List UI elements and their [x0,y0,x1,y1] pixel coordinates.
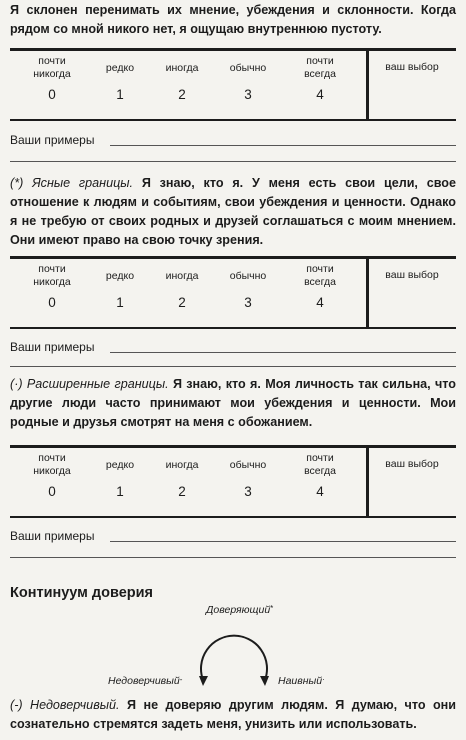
examples-row-2 [10,338,456,354]
scale-option-4[interactable] [290,259,350,310]
examples-label: Ваши примеры [10,133,95,147]
examples-label: Ваши примеры [10,529,95,543]
scale-number: 2 [178,484,186,499]
trust-continuum-heading: Континуум доверия [10,585,154,601]
scale-label-sometimes: иногда [165,458,199,471]
examples-input-line[interactable] [10,557,456,558]
examples-row-3 [10,527,456,543]
scale-number: 3 [244,484,252,499]
rating-scale-1 [10,48,456,121]
arrow-right-icon [260,676,269,686]
scale-number: 1 [116,295,124,310]
scale-label-almost-never: почти никогда [33,263,71,288]
distrustful-paragraph [10,696,456,734]
scale-option-2[interactable] [152,51,212,102]
your-choice-field[interactable]: ваш выбор [385,458,439,470]
trust-label-naive: Наивный· [278,675,325,687]
scale-number: 1 [116,87,124,102]
scale-label-almost-always: почти всегда [304,452,336,477]
scale-label-almost-never: почти никогда [33,55,71,80]
scale-number: 4 [316,295,324,310]
scale-label-rarely: редко [105,458,135,471]
scale-number: 0 [48,295,56,310]
clear-boundaries-body: Я знаю, кто я. У меня есть свои цели, свое отношение к людям и событиям, свои убеждения и ценности. Однако я не требую от своих родных и друзей соглашаться с моим мнением. Они имеют право на свою точку зрения. [10,176,456,247]
scale-label-usually: обычно [229,61,267,74]
scale-label-sometimes: иногда [165,61,199,74]
examples-row-1 [10,131,456,147]
scale-option-0[interactable] [22,51,82,102]
scale-label-rarely: редко [105,269,135,282]
arrow-left-icon [199,676,208,686]
scale-label-almost-never: почти никогда [33,452,71,477]
trust-label-distrustful: Недоверчивый- [108,675,183,687]
expanded-boundaries-paragraph [10,375,456,432]
examples-input-line[interactable] [110,145,456,146]
clear-boundaries-lead: (*) Ясные границы. [10,176,134,190]
examples-label: Ваши примеры [10,340,95,354]
scale-option-1[interactable] [90,259,150,310]
scale-option-3[interactable] [218,448,278,499]
scale-option-0[interactable] [22,448,82,499]
scale-divider [366,51,369,119]
scale-number: 0 [48,87,56,102]
examples-input-line[interactable] [10,161,456,162]
scale-label-almost-always: почти всегда [304,263,336,288]
scale-option-2[interactable] [152,259,212,310]
scale-number: 3 [244,295,252,310]
your-choice-field[interactable]: ваш выбор [385,61,439,73]
scale-number: 2 [178,87,186,102]
scale-number: 1 [116,484,124,499]
scale-option-1[interactable] [90,448,150,499]
examples-input-line[interactable] [110,541,456,542]
scale-option-3[interactable] [218,259,278,310]
scale-label-usually: обычно [229,458,267,471]
scale-option-2[interactable] [152,448,212,499]
scale-label-almost-always: почти всегда [304,55,336,80]
trust-arc [201,636,267,680]
scale-option-1[interactable] [90,51,150,102]
scale-number: 2 [178,295,186,310]
clear-boundaries-paragraph [10,174,456,250]
your-choice-field[interactable]: ваш выбор [385,269,439,281]
scale-option-4[interactable] [290,448,350,499]
scale-number: 0 [48,484,56,499]
examples-input-line[interactable] [10,366,456,367]
scale-divider [366,259,369,327]
intro-paragraph: Я склонен перенимать их мнение, убеждения и склонности. Когда рядом со мной никого нет, я ощущаю внутреннюю пустоту. [10,3,456,36]
trust-label-trusting: Доверяющий* [206,604,274,616]
scale-label-usually: обычно [229,269,267,282]
scale-option-0[interactable] [22,259,82,310]
scale-label-sometimes: иногда [165,269,199,282]
scale-number: 4 [316,484,324,499]
expanded-boundaries-lead: (·) Расширенные границы. [10,377,169,391]
scale-label-rarely: редко [105,61,135,74]
scale-divider [366,448,369,516]
distrustful-lead: (-) Недоверчивый. [10,698,120,712]
scale-option-4[interactable] [290,51,350,102]
scale-number: 3 [244,87,252,102]
distrustful-body: Я не доверяю другим людям. Я думаю, что они сознательно стремятся задеть меня, унизить или использовать. [10,698,457,731]
rating-scale-3 [10,445,456,518]
rating-scale-2 [10,256,456,329]
scale-option-3[interactable] [218,51,278,102]
examples-input-line[interactable] [110,352,456,353]
scale-number: 4 [316,87,324,102]
expanded-boundaries-body: Я знаю, кто я. Моя личность так сильна, что другие люди часто принимают мои убеждения и ценности. Мои родные и друзья смотрят на меня с обожанием. [10,377,456,429]
